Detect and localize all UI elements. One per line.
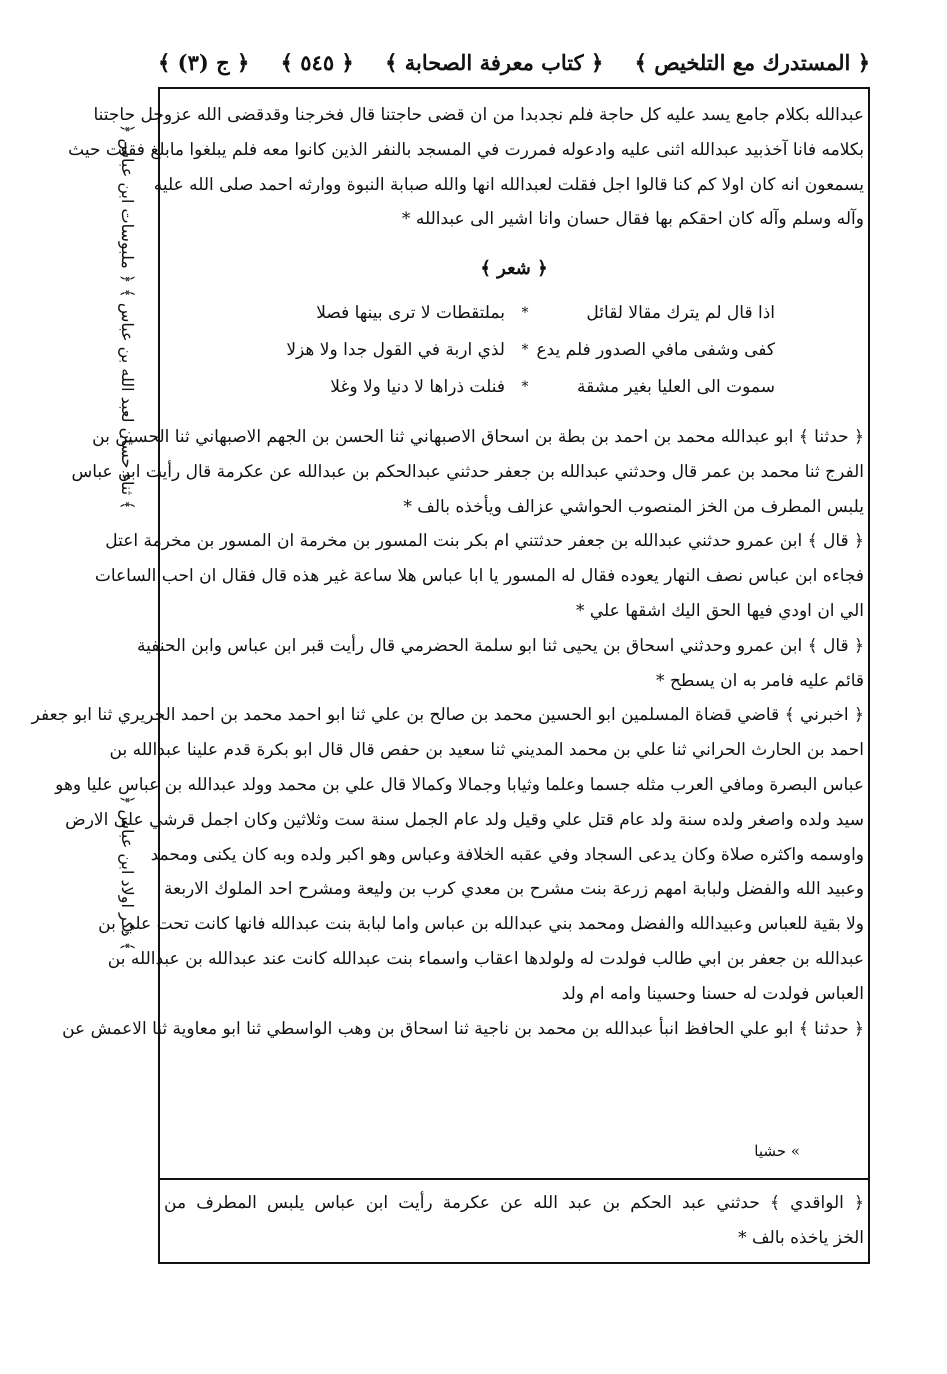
bottom-rule xyxy=(158,1262,870,1264)
footnote-marker: » حشيا xyxy=(754,1142,800,1160)
poem-heading: ﴿ شعر ﴾ xyxy=(480,258,548,279)
footnote-line: الخز ياخذه بالف * xyxy=(738,1227,864,1248)
volume-number: ﴿ ج (٣) ﴾ xyxy=(158,49,250,75)
book-title: ﴿ المستدرك مع التلخيص ﴾ xyxy=(634,49,870,75)
text-line: عبدالله بن جعفر بن ابي طالب فولدت له ولولدها اعقاب واسماء بنت عبدالله كانت عند عبدالله بن عبدالله بن xyxy=(107,948,864,969)
text-line: ﴿ قال ﴾ ابن عمرو وحدثني اسحاق بن يحيى ثنا ابو سلمة الحضرمي قال رأيت قبر ابن عباس وابن الحنفية xyxy=(137,635,864,656)
text-line: العباس فولدت له حسنا وحسينا وامه ام ولد xyxy=(561,983,864,1004)
text-line: وآله وسلم وآله كان احقكم بها فقال حسان وانا اشير الى عبدالله * xyxy=(401,209,864,230)
text-line: ﴿ حدثنا ﴾ ابو علي الحافظ انبأ عبدالله بن محمد بن ناجية ثنا اسحاق بن وهب الواسطي ثنا ابو معاوية ثنا الاعمش عن xyxy=(62,1018,864,1039)
text-line: عباس البصرة ومافي العرب مثله جسما وعلما وثيابا وجمالا وكمالا قال علي بن محمد وولد عبدالله بن عباس عليا وهو xyxy=(55,774,864,795)
poem-verses xyxy=(255,294,775,405)
verse-separator: * xyxy=(521,341,529,358)
text-line: وعبيد الله والفضل ولبابة امهم زرعة بنت مشرح بن معدي كرب بن وليعة ومشرح احد الملوك الاربعة xyxy=(164,879,864,900)
text-line: الفرج ثنا محمد بن عمر قال وحدثني عبدالله بن جعفر حدثني عبدالحكم بن عبدالله عن عكرمة قال رأيت ابن عباس xyxy=(71,461,864,482)
text-line: الي ان اودي فيها الحق اليك اشقها علي * xyxy=(575,600,864,621)
poem-verse xyxy=(255,331,775,368)
text-line: ﴿ حدثنا ﴾ ابو عبدالله محمد بن احمد بن بطة بن اسحاق الاصبهاني ثنا الحسن بن الجهم الاصبهاني ثنا الحسين بن xyxy=(92,427,864,447)
text-line: سيد ولده واصغر ولده سنة ولد عام قتل علي وقيل ولد عام الجمل سنة ست وثلاثين وكان اجمل قرشي على الارض xyxy=(65,809,864,830)
text-line: ﴿ اخبرني ﴾ قاضي قضاة المسلمين ابو الحسين محمد بن صالح بن علي ثنا ابو احمد محمد بن احمد الجريري ثنا ابو جعفر xyxy=(31,705,864,726)
intro-paragraph xyxy=(68,98,864,237)
page-number: ﴿ ٥٤٥ ﴾ xyxy=(280,49,354,75)
text-line: احمد بن الحارث الحراني ثنا علي بن محمد المديني ثنا سعيد بن حفص قال قال ابو بكرة قدم علينا عبدالله بن xyxy=(109,740,864,761)
verse-separator: * xyxy=(521,304,529,321)
verse-second-hemistich: لذي اربة في القول جدا ولا هزلا xyxy=(286,339,505,360)
verse-second-hemistich: فنلت ذراها لا دنيا ولا وغلا xyxy=(330,376,505,397)
frame-right-border xyxy=(868,88,870,1263)
text-line: بكلامه فانا آخذبيد عبدالله اثنى عليه وادعوله فمررت في المسجد بالنفر الذين كانوا معه فلم يبلغوا مابلغ فقلت حيث xyxy=(68,139,864,160)
verse-first-hemistich: سموت الى العليا بغير مشقة xyxy=(576,376,775,397)
text-line: يلبس المطرف من الخز المنصوب الحواشي عزالف ويأخذه بالف * xyxy=(403,496,864,517)
poem-verse xyxy=(255,368,775,405)
text-line: واوسمه واكثره صلاة وكان يدعى السجاد وفي عقبه الخلافة وعباس وهو اكبر ولده وبه كان يكنى ومحمد xyxy=(150,844,864,865)
text-line: ولا بقية للعباس وعبيدالله والفضل ومحمد بني عبدالله بن عباس واما لبابة بنت عبدالله فانها كانت تحت علي بن xyxy=(98,914,864,935)
verse-second-hemistich: بملتقطات لا ترى بينها فصلا xyxy=(316,302,505,323)
section-title: ﴿ كتاب معرفة الصحابة ﴾ xyxy=(385,49,604,75)
margin-note: ﴿ ثناء حسان لعبد الله بن عباس ﴾ ﴿ ملبوسات ابن عباس ﴾ xyxy=(118,124,137,510)
verse-first-hemistich: كفى وشفى مافي الصدور فلم يدع xyxy=(536,339,775,360)
verse-separator: * xyxy=(521,378,529,395)
margin-note: ﴿ ذكر اولاد ابن عباس ﴾ xyxy=(118,795,137,952)
footnote-separator xyxy=(158,1178,870,1180)
footnote-line: ﴿ الواقدي ﴾ حدثني عبد الحكم بن عبد الله عن عكرمة رأيت ابن عباس يلبس المطرف من xyxy=(164,1193,864,1213)
footnote xyxy=(164,1186,864,1256)
page-header xyxy=(158,38,870,86)
text-line: فجاءه ابن عباس نصف النهار يعوده فقال له المسور يا ابا عباس هلا ساعة غير هذه قال فقال ان احب الساعات xyxy=(94,566,864,587)
text-line: قائم عليه فامر به ان يسطح * xyxy=(656,670,864,691)
text-line: يسمعون انه كان اولا كم كنا قالوا اجل فقلت لعبدالله انها والله صبابة النبوة ووارثه احمد صلى الله عليه xyxy=(153,174,864,195)
frame-left-border xyxy=(158,88,160,1263)
header-rule xyxy=(158,87,870,89)
verse-first-hemistich: اذا قال لم يترك مقالا لقائل xyxy=(586,302,775,323)
text-line: عبدالله بكلام جامع يسد عليه كل حاجة فلم نجدبدا من ان قضى حاجتنا قال فخرجنا وقدقضى الله عزوجل حاجتنا xyxy=(93,105,864,125)
text-line: ﴿ قال ﴾ ابن عمرو حدثني عبدالله بن جعفر حدثتني ام بكر بنت المسور بن مخرمة ان المسور بن مخرمة اعتل xyxy=(105,531,864,552)
poem-verse xyxy=(255,294,775,331)
